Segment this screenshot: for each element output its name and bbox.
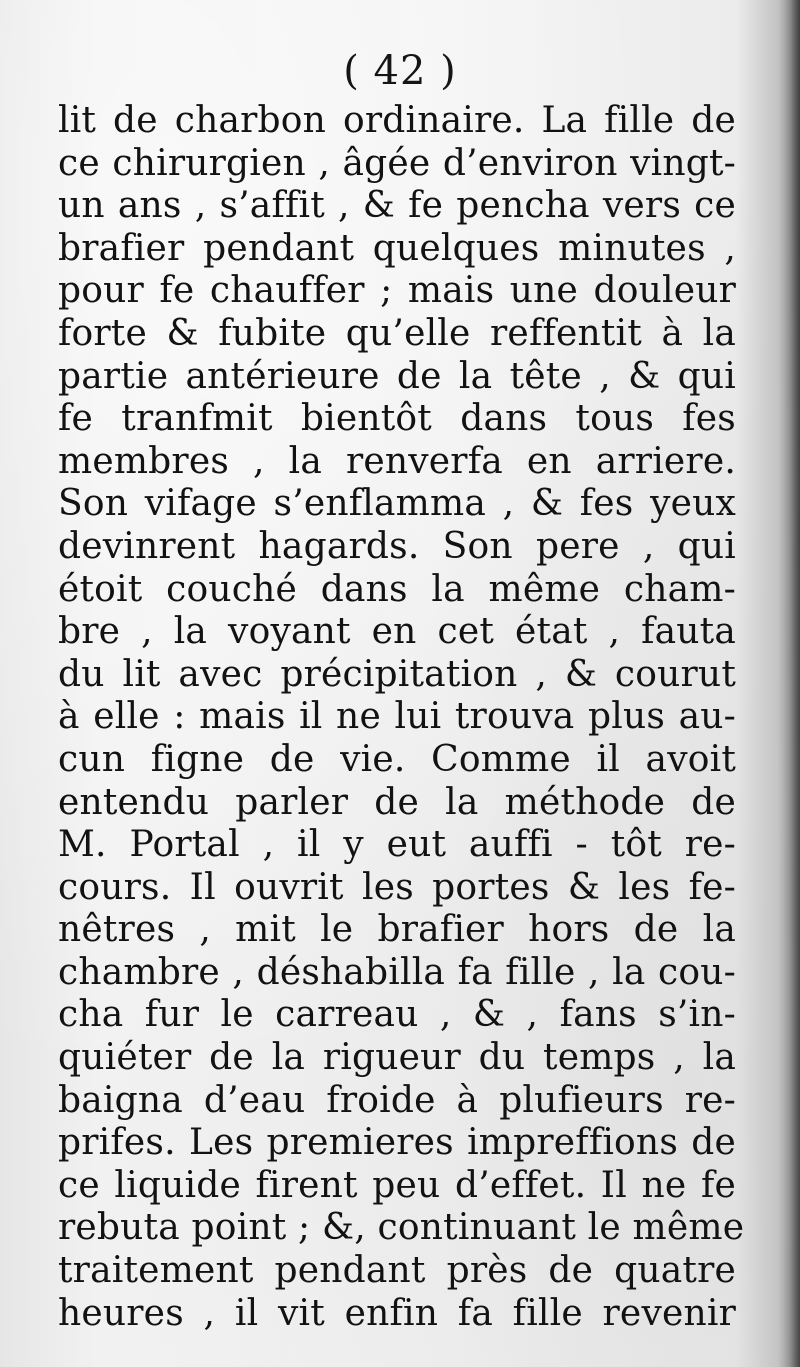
- text-line: chambre , déshabilla fa fille , la cou-: [58, 951, 736, 993]
- page-gutter-shadow: [778, 0, 800, 1367]
- text-line: traitement pendant près de quatre: [58, 1250, 736, 1292]
- text-line: baigna d’eau froide à plufieurs re-: [58, 1079, 736, 1121]
- text-line: rebuta point ; &, continuant le même: [58, 1207, 745, 1249]
- text-line: pour fe chauffer ; mais une douleur: [58, 270, 736, 312]
- text-line: devinrent hagards. Son pere , qui: [58, 525, 736, 567]
- text-line: prifes. Les premieres impreffions de: [58, 1122, 736, 1164]
- text-line: étoit couché dans la même cham-: [58, 568, 736, 610]
- text-line: ce chirurgien , âgée d’environ vingt-: [58, 142, 736, 184]
- page-number: ( 42 ): [343, 48, 457, 94]
- text-line: membres , la renverfa en arriere.: [58, 440, 736, 482]
- text-line: un ans , s’affit , & fe pencha vers ce: [58, 185, 736, 227]
- text-line: nêtres , mit le brafier hors de la: [58, 909, 736, 951]
- text-line: à elle : mais il ne lui trouva plus au-: [58, 696, 736, 738]
- text-line: quiéter de la rigueur du temps , la: [58, 1037, 736, 1079]
- text-line: brafier pendant quelques minutes ,: [58, 227, 736, 269]
- text-line: fe tranfmit bientôt dans tous fes: [58, 398, 736, 440]
- text-line: lit de charbon ordinaire. La fille de: [58, 100, 736, 141]
- text-line: cun figne de vie. Comme il avoit: [58, 738, 736, 780]
- text-line: forte & fubite qu’elle reffentit à la: [58, 312, 736, 354]
- text-line: du lit avec précipitation , & courut: [58, 653, 736, 695]
- text-line: entendu parler de la méthode de: [58, 781, 736, 823]
- text-line: Son vifage s’enflamma , & fes yeux: [58, 483, 736, 525]
- text-line: ce liquide firent peu d’effet. Il ne fe: [58, 1164, 736, 1206]
- text-line: heures , il vit enfin fa fille revenir: [58, 1292, 736, 1334]
- text-line: partie antérieure de la tête , & qui: [58, 355, 736, 397]
- text-line: cha fur le carreau , & , fans s’in-: [58, 994, 736, 1036]
- text-line: cours. Il ouvrit les portes & les fe-: [58, 866, 736, 908]
- text-line: bre , la voyant en cet état , fauta: [58, 611, 736, 653]
- text-line: M. Portal , il y eut auffi - tôt re-: [58, 824, 736, 866]
- body-text: [58, 100, 745, 1335]
